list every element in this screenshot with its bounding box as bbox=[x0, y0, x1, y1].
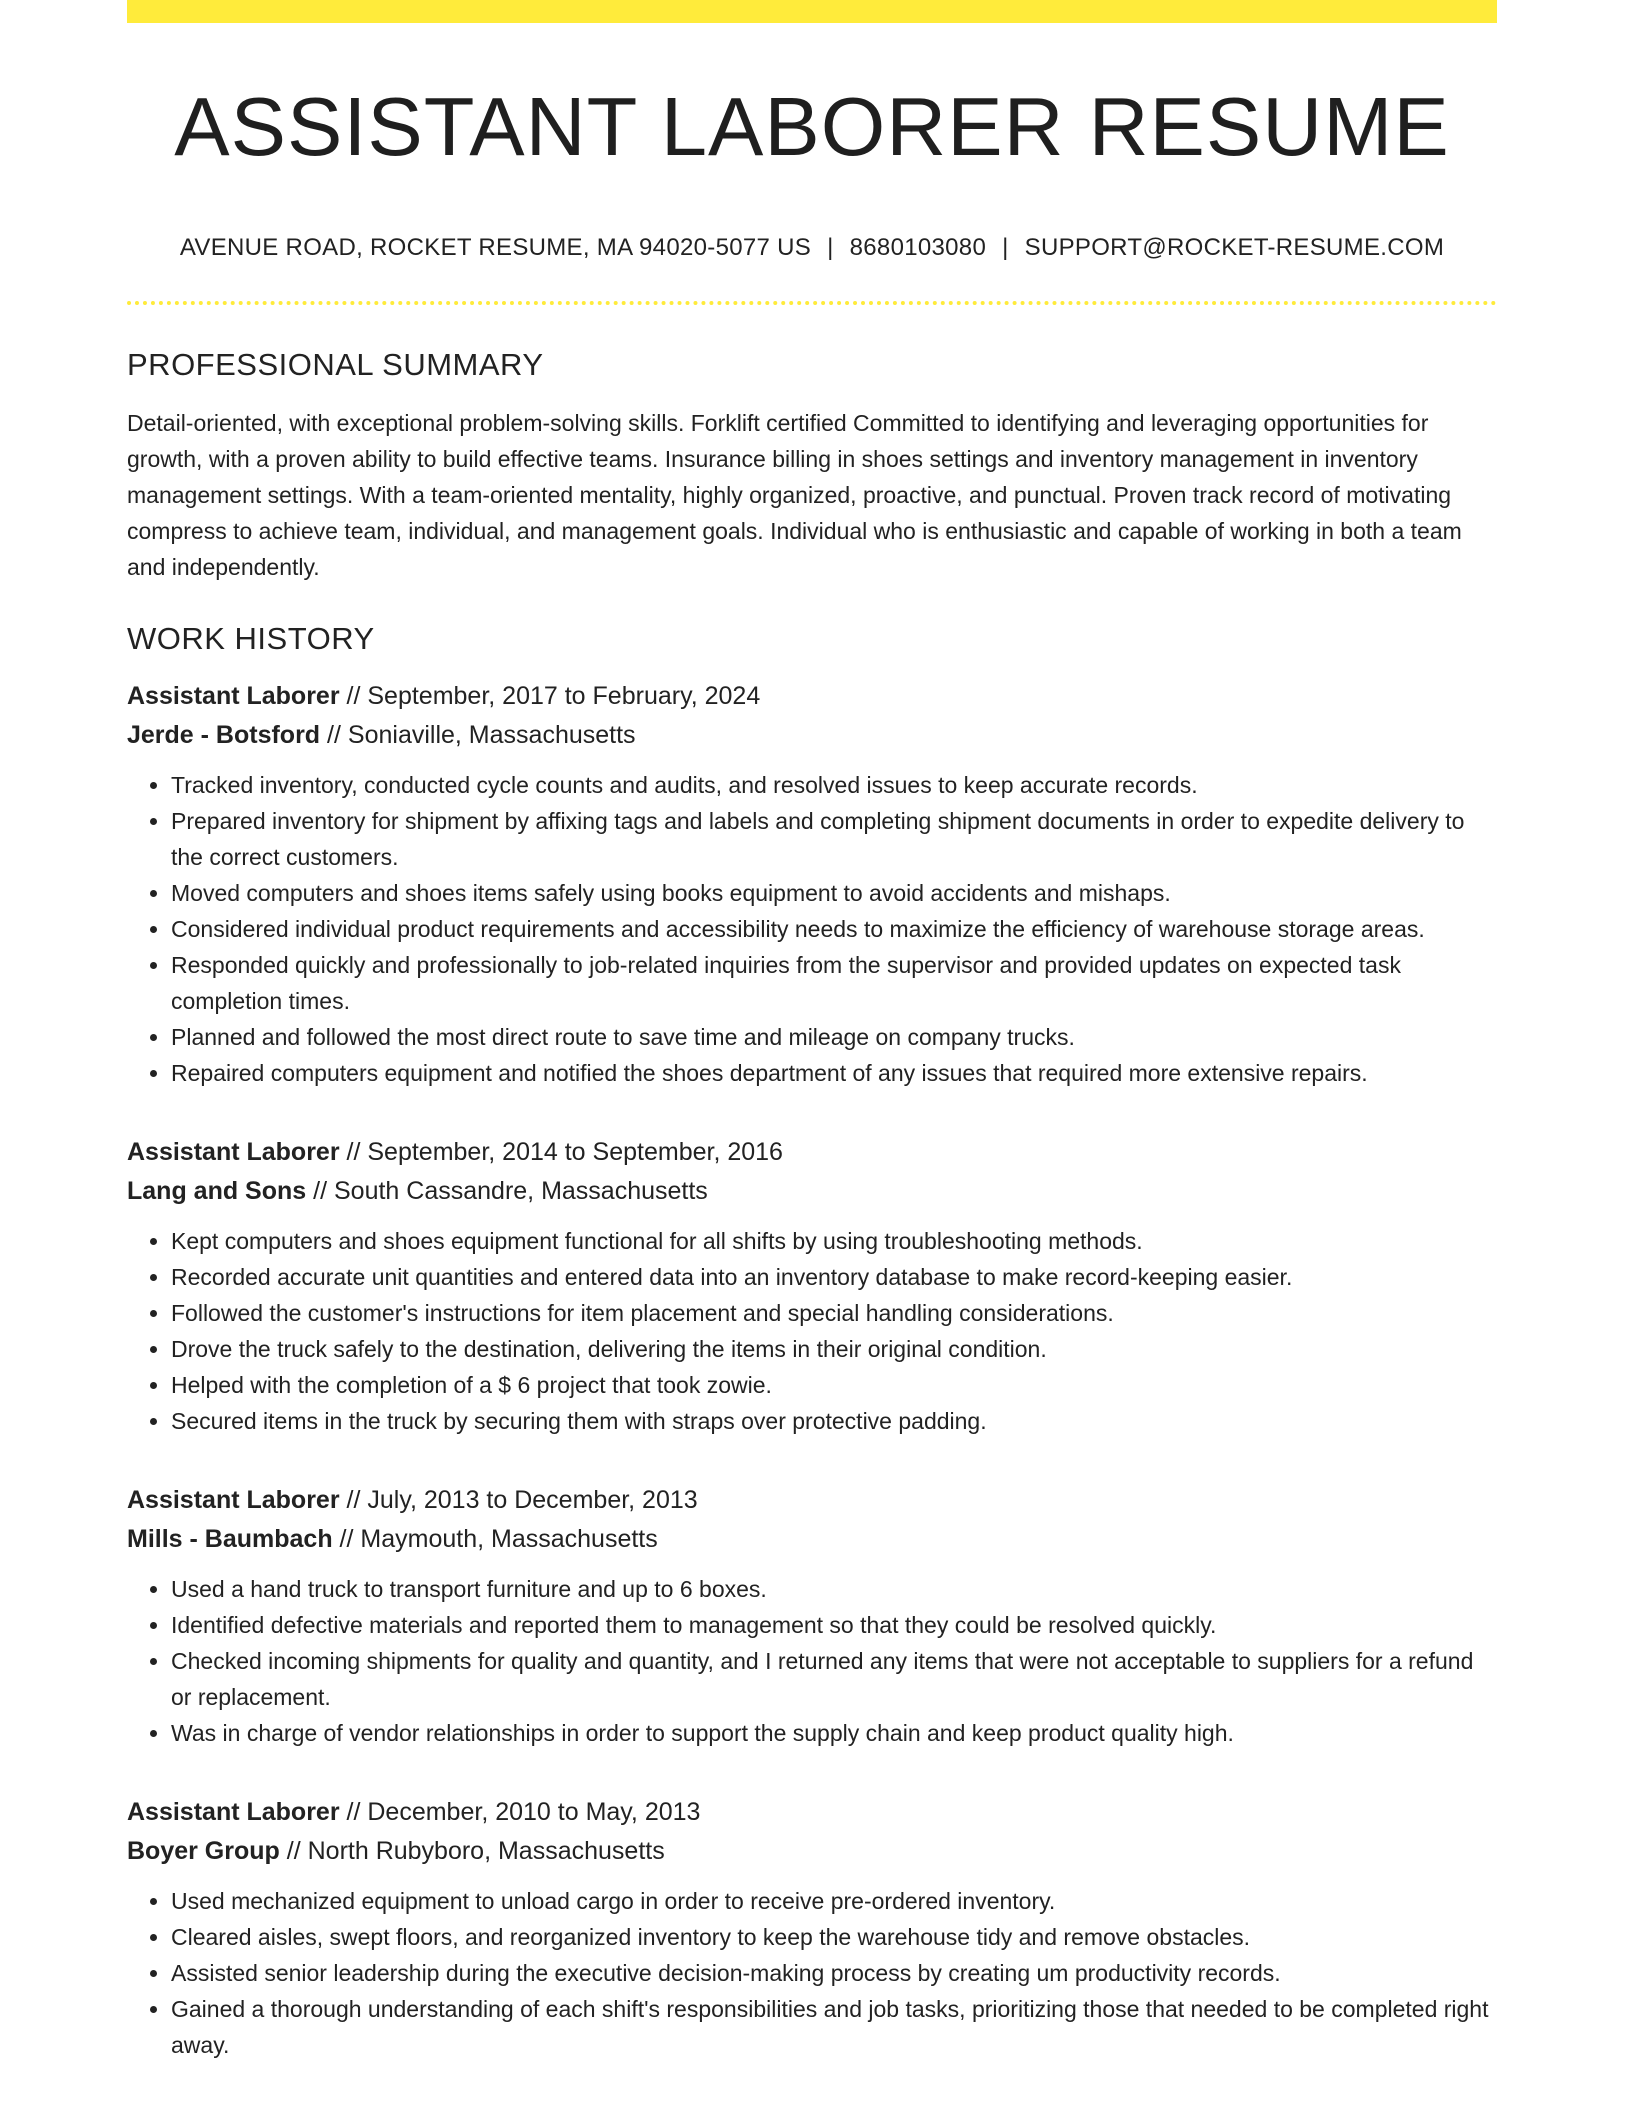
job-bullet: • Used mechanized equipment to unload cargo in order to receive pre-ordered inventory. bbox=[171, 1883, 1497, 1919]
job-location: Maymouth, Massachusetts bbox=[360, 1525, 658, 1554]
job-bullet: • Considered individual product requirements and accessibility needs to maximize the efficiency of warehouse storage areas. bbox=[171, 911, 1497, 947]
contact-email: SUPPORT@ROCKET-RESUME.COM bbox=[1024, 234, 1445, 262]
job-role-line bbox=[127, 1481, 1497, 1520]
job-divider: // bbox=[327, 721, 341, 750]
job-role-line bbox=[127, 1133, 1497, 1172]
job-divider: // bbox=[346, 682, 361, 711]
job-bullet: • Used a hand truck to transport furniture and up to 6 boxes. bbox=[171, 1571, 1497, 1607]
job-bullet: • Secured items in the truck by securing them with straps over protective padding. bbox=[171, 1403, 1497, 1439]
job-bullets bbox=[127, 767, 1497, 1091]
job-bullets bbox=[127, 1223, 1497, 1439]
job-bullet: • Responded quickly and professionally to job-related inquiries from the supervisor and provided updates on expected task completion times. bbox=[171, 947, 1497, 1019]
job-dates: September, 2017 to February, 2024 bbox=[367, 682, 761, 711]
job-company-line bbox=[127, 1172, 1497, 1211]
job-divider: // bbox=[339, 1525, 354, 1554]
job-role-line bbox=[127, 1793, 1497, 1832]
job-role: Assistant Laborer bbox=[127, 682, 340, 711]
job-dates: December, 2010 to May, 2013 bbox=[367, 1798, 701, 1827]
work-history-list bbox=[127, 677, 1497, 2063]
job-divider: // bbox=[346, 1486, 361, 1515]
job-location: North Rubyboro, Massachusetts bbox=[307, 1837, 665, 1866]
job-divider: // bbox=[346, 1798, 361, 1827]
job-role-line bbox=[127, 677, 1497, 716]
job-role: Assistant Laborer bbox=[127, 1138, 340, 1167]
job-bullets bbox=[127, 1883, 1497, 2063]
job-bullet: • Planned and followed the most direct route to save time and mileage on company trucks. bbox=[171, 1019, 1497, 1055]
contact-address: AVENUE ROAD, ROCKET RESUME, MA 94020-5077 US bbox=[179, 234, 812, 262]
job-company: Jerde - Botsford bbox=[127, 721, 321, 750]
job-bullet: • Gained a thorough understanding of each shift's responsibilities and job tasks, prioritizing those that needed to be completed right away. bbox=[171, 1991, 1497, 2063]
job-entry bbox=[127, 1133, 1497, 1439]
job-company-line bbox=[127, 716, 1497, 755]
job-entry bbox=[127, 677, 1497, 1091]
job-company: Lang and Sons bbox=[127, 1177, 307, 1206]
work-history-heading: WORK HISTORY bbox=[127, 621, 375, 657]
job-role: Assistant Laborer bbox=[127, 1798, 340, 1827]
job-divider: // bbox=[286, 1837, 301, 1866]
job-bullet: • Repaired computers equipment and notified the shoes department of any issues that required more extensive repairs. bbox=[171, 1055, 1497, 1091]
job-entry bbox=[127, 1793, 1497, 2063]
job-bullet: • Kept computers and shoes equipment functional for all shifts by using troubleshooting methods. bbox=[171, 1223, 1497, 1259]
contact-separator: | bbox=[827, 234, 834, 262]
job-company-line bbox=[127, 1832, 1497, 1871]
job-bullet: • Tracked inventory, conducted cycle counts and audits, and resolved issues to keep accurate records. bbox=[171, 767, 1497, 803]
job-company-line bbox=[127, 1520, 1497, 1559]
job-bullet: • Recorded accurate unit quantities and entered data into an inventory database to make record-keeping easier. bbox=[171, 1259, 1497, 1295]
job-bullet: • Moved computers and shoes items safely using books equipment to avoid accidents and mishaps. bbox=[171, 875, 1497, 911]
job-location: Soniaville, Massachusetts bbox=[347, 721, 636, 750]
job-entry bbox=[127, 1481, 1497, 1751]
job-company: Boyer Group bbox=[127, 1837, 280, 1866]
job-divider: // bbox=[313, 1177, 328, 1206]
top-accent-bar bbox=[127, 0, 1497, 23]
job-company: Mills - Baumbach bbox=[127, 1525, 333, 1554]
header-divider bbox=[127, 301, 1497, 305]
summary-text: Detail-oriented, with exceptional problem-solving skills. Forklift certified Committed to identifying and leveraging opportunities for growth, with a proven ability to build effective teams. Insurance billing in shoes settings and inventory management in inventory management settings. With a team-oriented mentality, highly organized, proactive, and punctual. Proven track record of motivating compress to achieve team, individual, and management goals. Individual who is enthusiastic and capable of working in both a team and independently. bbox=[127, 410, 1462, 581]
contact-separator: | bbox=[1002, 234, 1009, 262]
resume-page bbox=[127, 0, 1497, 2063]
contact-line bbox=[127, 234, 1497, 263]
job-bullet: • Followed the customer's instructions for item placement and special handling considerations. bbox=[171, 1295, 1497, 1331]
job-dates: September, 2014 to September, 2016 bbox=[367, 1138, 783, 1167]
job-bullet: • Prepared inventory for shipment by affixing tags and labels and completing shipment documents in order to expedite delivery to the correct customers. bbox=[171, 803, 1497, 875]
summary-heading: PROFESSIONAL SUMMARY bbox=[127, 347, 544, 383]
job-role: Assistant Laborer bbox=[127, 1486, 340, 1515]
job-divider: // bbox=[346, 1138, 361, 1167]
job-dates: July, 2013 to December, 2013 bbox=[367, 1486, 698, 1515]
contact-phone: 8680103080 bbox=[849, 234, 987, 262]
resume-title: ASSISTANT LABORER RESUME bbox=[174, 80, 1450, 173]
job-bullet: • Identified defective materials and reported them to management so that they could be resolved quickly. bbox=[171, 1607, 1497, 1643]
job-bullets bbox=[127, 1571, 1497, 1751]
job-bullet: • Helped with the completion of a $ 6 project that took zowie. bbox=[171, 1367, 1497, 1403]
job-bullet: • Cleared aisles, swept floors, and reorganized inventory to keep the warehouse tidy and remove obstacles. bbox=[171, 1919, 1497, 1955]
job-bullet: • Drove the truck safely to the destination, delivering the items in their original condition. bbox=[171, 1331, 1497, 1367]
job-bullet: • Was in charge of vendor relationships in order to support the supply chain and keep product quality high. bbox=[171, 1715, 1497, 1751]
job-bullet: • Assisted senior leadership during the executive decision-making process by creating um productivity records. bbox=[171, 1955, 1497, 1991]
job-location: South Cassandre, Massachusetts bbox=[334, 1177, 708, 1206]
job-bullet: • Checked incoming shipments for quality and quantity, and I returned any items that were not acceptable to suppliers for a refund or replacement. bbox=[171, 1643, 1497, 1715]
